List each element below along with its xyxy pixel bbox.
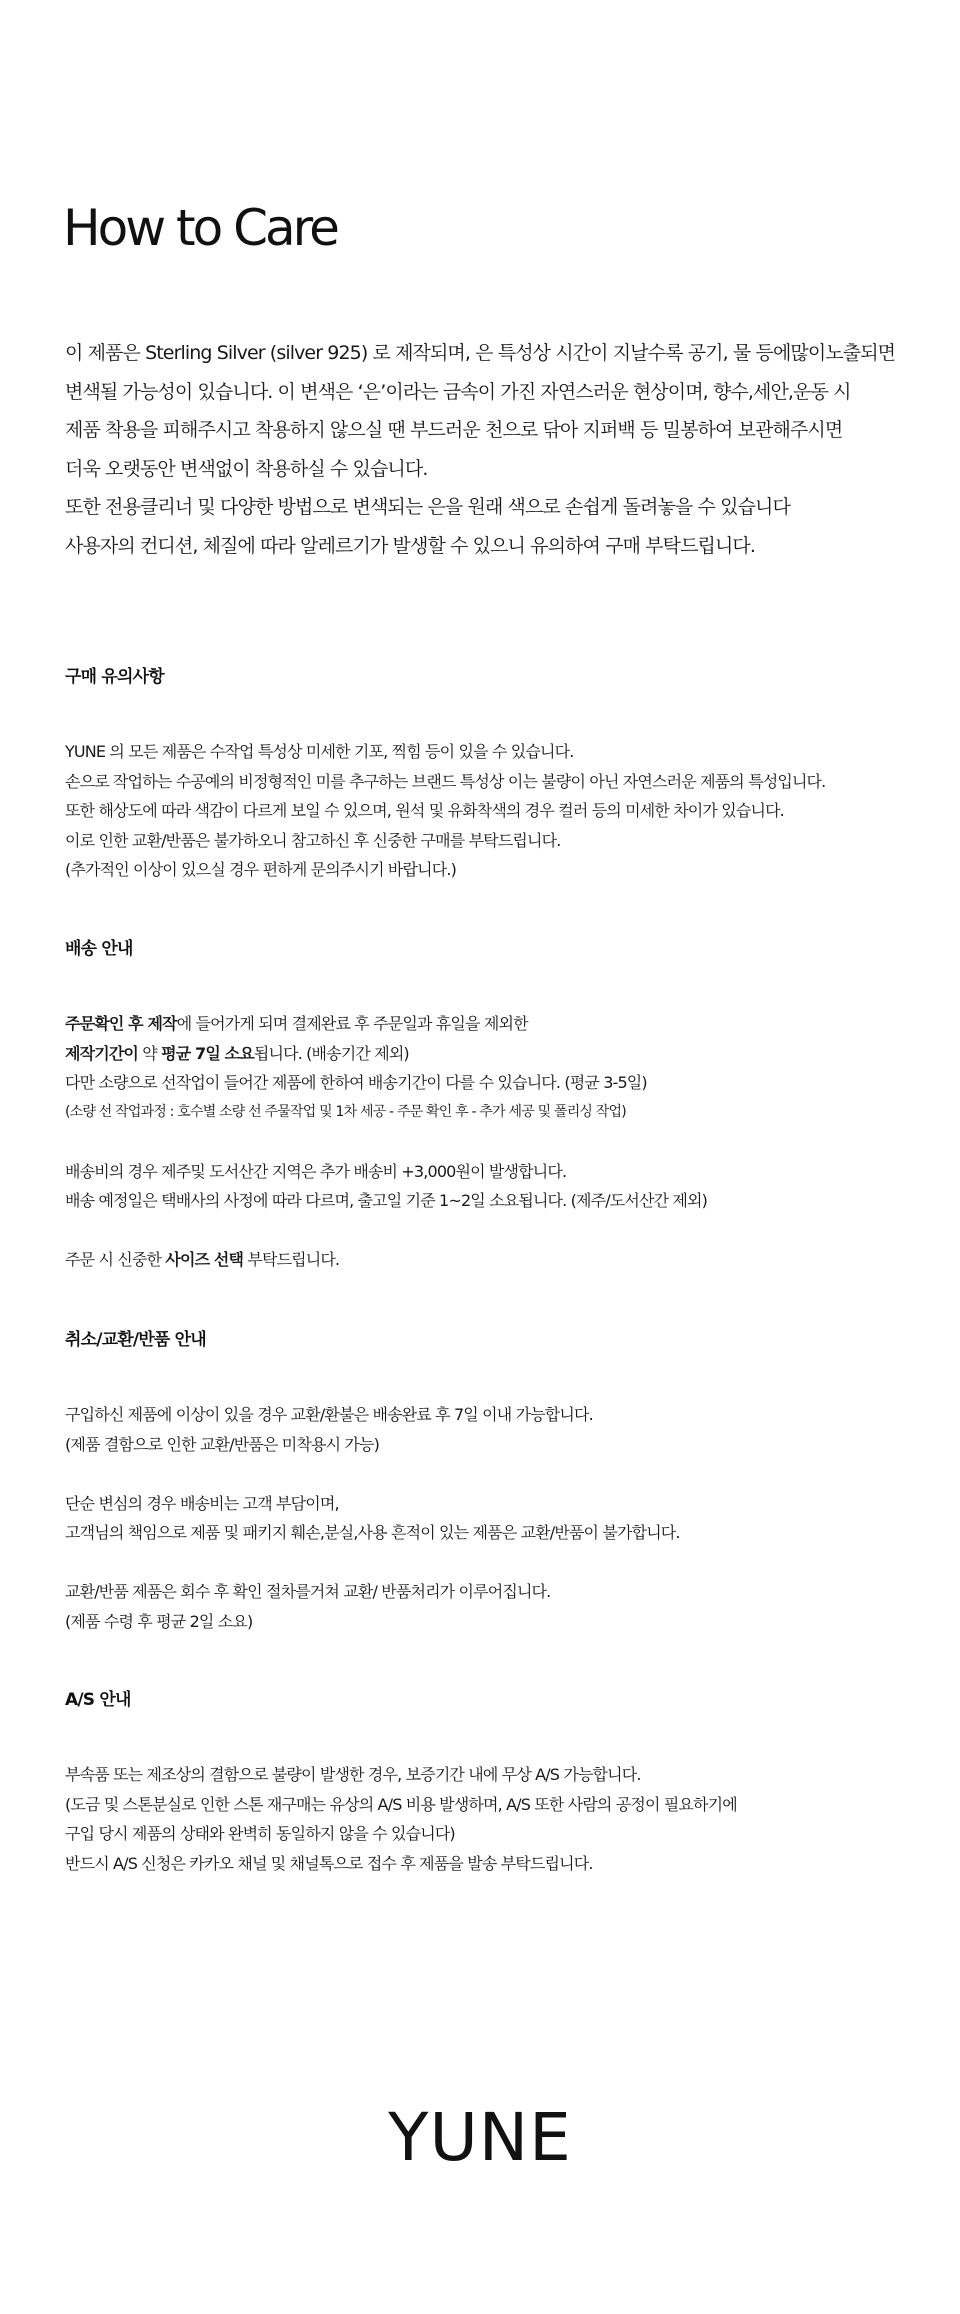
notice-line: 이로 인한 교환/반품은 불가하오니 참고하신 후 신중한 구매를 부탁드립니다.: [65, 830, 561, 850]
returns-line: (제품 결함으로 인한 교환/반품은 미착용시 가능): [65, 1434, 380, 1454]
care-line: 변색될 가능성이 있습니다. 이 변색은 ‘은’이라는 금속이 가진 자연스러운 현상이며, 향수,세안,운동 시: [65, 380, 851, 403]
care-line: 또한 전용클리너 및 다양한 방법으로 변색되는 은을 원래 색으로 손쉽게 돌려놓을 수 있습니다: [65, 496, 790, 518]
after-service-section: [65, 1688, 945, 1878]
care-line: 더욱 오랫동안 변색없이 착용하실 수 있습니다.: [65, 457, 428, 480]
returns-line: 단순 변심의 경우 배송비는 고객 부담이며,: [65, 1493, 339, 1513]
care-line: 이 제품은 Sterling Silver (silver 925) 로 제작되며, 은 특성상 시간이 지날수록 공기, 물 등에많이노출되면: [65, 342, 896, 364]
as-line: 반드시 A/S 신청은 카카오 채널 및 채널톡으로 접수 후 제품을 발송 부탁드립니다.: [65, 1853, 593, 1873]
shipping-line: [65, 1245, 945, 1275]
section-body: [65, 737, 945, 885]
highlight-text: 제작기간이: [65, 1043, 139, 1063]
spacer: [65, 1216, 945, 1246]
highlight-text: 사이즈 선택: [165, 1250, 244, 1269]
care-line: 제품 착용을 피해주시고 착용하지 않으실 땐 부드러운 천으로 닦아 지퍼백 등 밀봉하여 보관해주시면: [65, 419, 843, 441]
section-body: [65, 1009, 945, 1275]
section-body: [65, 1400, 945, 1636]
section-heading: A/S 안내: [65, 1690, 131, 1710]
as-line: 구입 당시 제품의 상태와 완벽히 동일하지 않을 수 있습니다): [65, 1824, 455, 1843]
section-body: [65, 1760, 945, 1878]
notice-line: YUNE 의 모든 제품은 수작업 특성상 미세한 기포, 찍힘 등이 있을 수 있습니다.: [65, 742, 574, 761]
shipping-line: [65, 1039, 945, 1069]
returns-line: 구입하신 제품에 이상이 있을 경우 교환/환불은 배송완료 후 7일 이내 가능합니다.: [65, 1405, 593, 1424]
spacer: [65, 1127, 945, 1157]
text: 주문 시: [65, 1250, 118, 1269]
purchase-notice-section: [65, 665, 945, 885]
section-heading: 취소/교환/반품 안내: [65, 1330, 206, 1350]
page-title: How to Care: [63, 199, 337, 257]
brand-logo: YUNE: [388, 2099, 572, 2176]
text: 부탁드립니다.: [243, 1250, 340, 1269]
returns-line: 고객님의 책임으로 제품 및 패키지 훼손,분실,사용 흔적이 있는 제품은 교환/반품이 불가합니다.: [65, 1523, 680, 1542]
shipping-line: (소량 선 작업과정 : 호수별 소량 선 주물작업 및 1차 세공 - 주문 확인 후 - 추가 세공 및 폴리싱 작업): [65, 1103, 626, 1120]
returns-line: (제품 수령 후 평균 2일 소요): [65, 1611, 253, 1631]
spacer: [65, 1459, 945, 1489]
shipping-line: 배송 예정일은 택배사의 사정에 따라 다르며, 출고일 기준 1~2일 소요됩니다. (제주/도서산간 제외): [65, 1191, 708, 1210]
spacer: [65, 1548, 945, 1578]
shipping-section: [65, 937, 945, 1275]
shipping-line: 배송비의 경우 제주및 도서산간 지역은 추가 배송비 +3,000원이 발생합니다.: [65, 1161, 567, 1181]
returns-line: 교환/반품 제품은 회수 후 확인 절차를거쳐 교환/ 반품처리가 이루어집니다.: [65, 1582, 551, 1601]
as-line: (도금 및 스톤분실로 인한 스톤 재구매는 유상의 A/S 비용 발생하며, A/S 또한 사람의 공정이 필요하기에: [65, 1794, 737, 1814]
notice-line: (추가적인 이상이 있으실 경우 편하게 문의주시기 바랍니다.): [65, 860, 456, 879]
text: 됩니다. (배송기간 제외): [253, 1043, 409, 1063]
highlight-text: 평균 7일 소요: [161, 1043, 254, 1063]
notice-line: 또한 해상도에 따라 색감이 다르게 보일 수 있으며, 원석 및 유화착색의 경우 컬러 등의 미세한 차이가 있습니다.: [65, 801, 784, 820]
section-heading: 배송 안내: [65, 939, 133, 959]
care-line: 사용자의 컨디션, 체질에 따라 알레르기가 발생할 수 있으니 유의하여 구매 부탁드립니다.: [65, 534, 756, 557]
text: 신중한: [117, 1250, 166, 1269]
shipping-line: 다만 소량으로 선작업이 들어간 제품에 한하여 배송기간이 다를 수 있습니다. (평균 3-5일): [65, 1073, 647, 1092]
notice-line: 손으로 작업하는 수공예의 비정형적인 미를 추구하는 브랜드 특성상 이는 불량이 아닌 자연스러운 제품의 특성입니다.: [65, 771, 826, 791]
text: 에 들어가게 되며 결제완료 후 주문일과 휴일을 제외한: [176, 1014, 528, 1033]
care-instructions: [65, 334, 945, 565]
shipping-line: [65, 1009, 945, 1039]
text: 약: [138, 1043, 162, 1063]
highlight-text: 주문확인 후 제작: [65, 1014, 177, 1033]
section-heading: 구매 유의사항: [65, 667, 164, 687]
returns-section: [65, 1328, 945, 1636]
as-line: 부속품 또는 제조상의 결함으로 불량이 발생한 경우, 보증기간 내에 무상 A/S 가능합니다.: [65, 1765, 641, 1784]
